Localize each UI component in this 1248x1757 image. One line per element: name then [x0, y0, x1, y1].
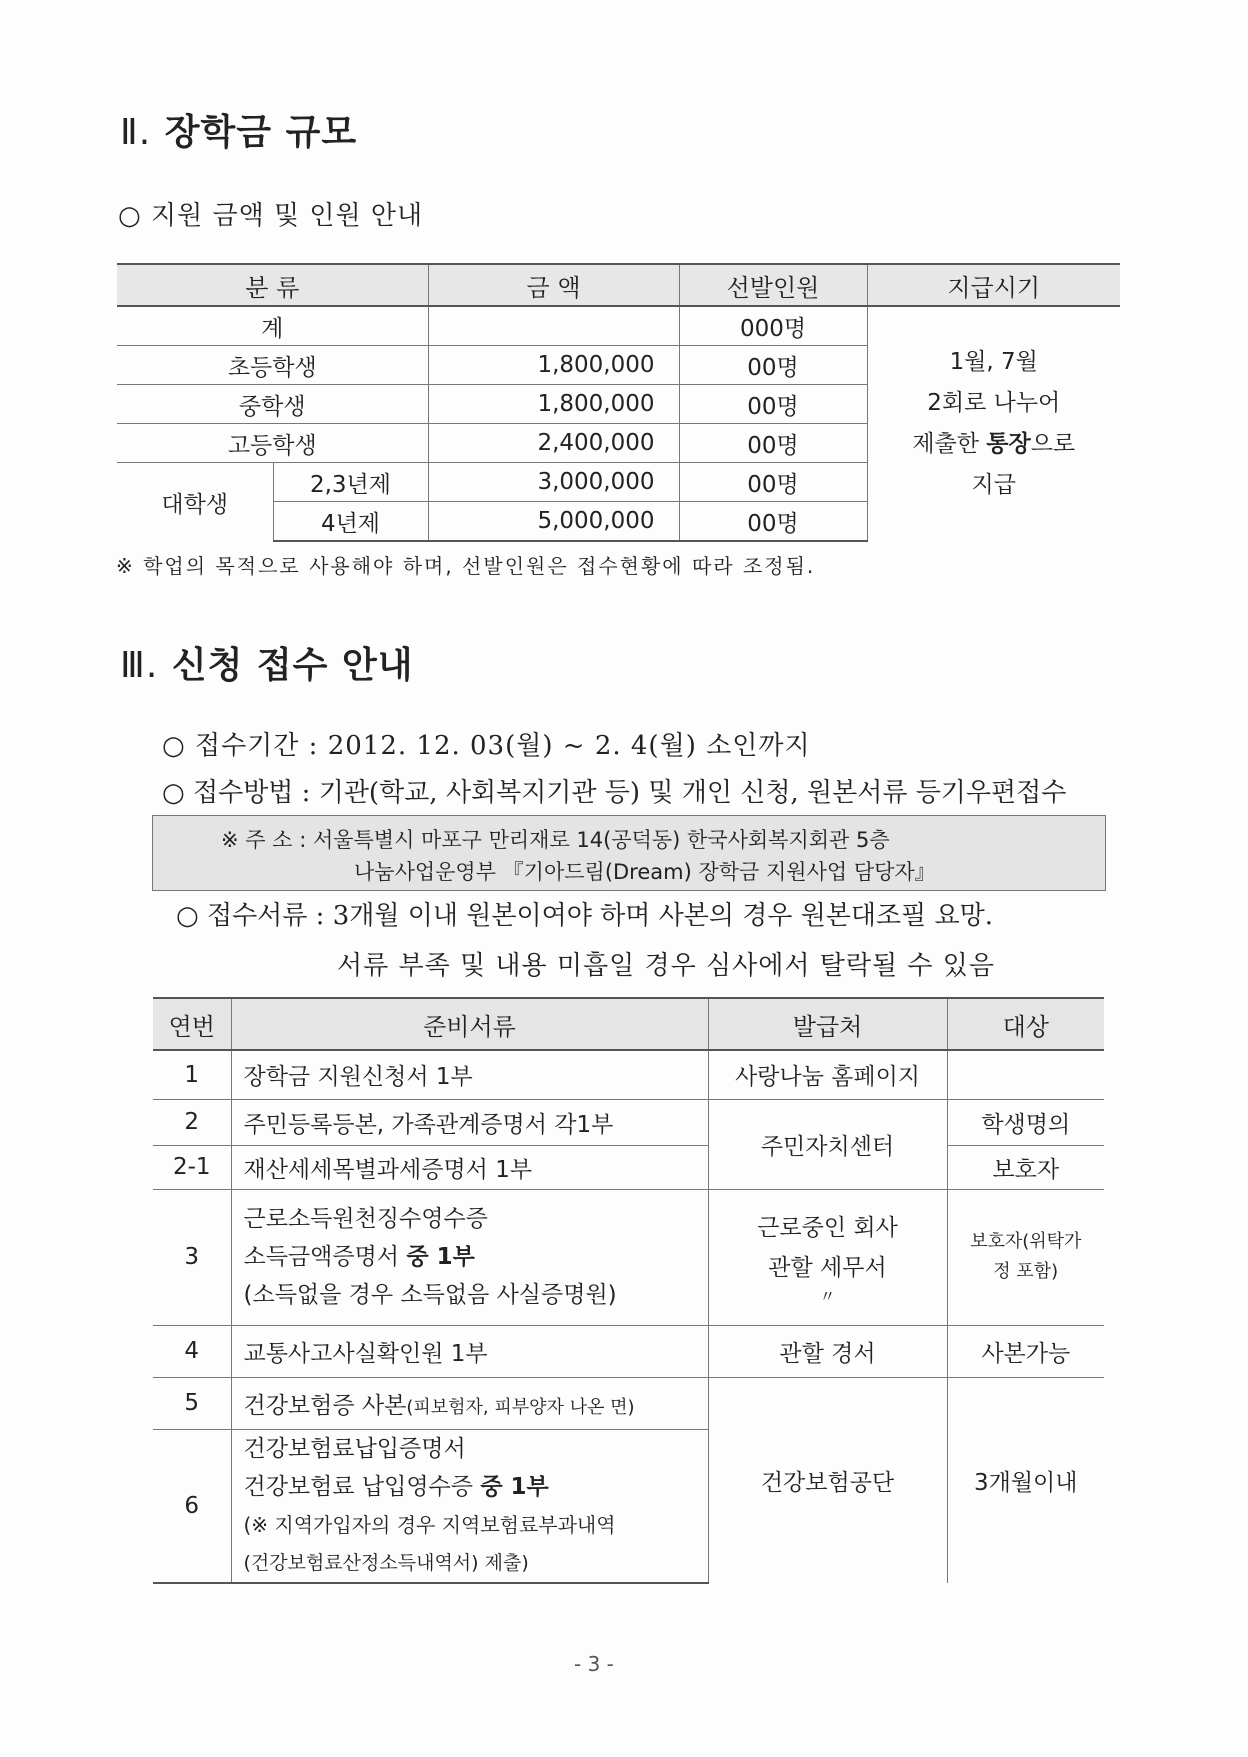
- cell-document: 장학금 지원신청서 1부: [231, 1050, 708, 1099]
- cell-amount: 2,400,000: [428, 424, 679, 463]
- cell-label: 중학생: [117, 385, 428, 424]
- cell-document: 재산세세목별과세증명서 1부: [231, 1145, 708, 1189]
- cell-issuer: 사랑나눔 홈페이지: [708, 1050, 947, 1099]
- header-category: 분 류: [117, 264, 428, 306]
- application-method: ○ 접수방법 : 기관(학교, 사회복지기관 등) 및 개인 신청, 원본서류 등기우편접수: [162, 778, 1067, 808]
- document-small: (피보험자, 피부양자 나온 면): [406, 1396, 635, 1418]
- timing-line: 2회로 나누어: [927, 390, 1061, 416]
- cell-no: 6: [153, 1429, 231, 1583]
- header-document: 준비서류: [231, 998, 708, 1050]
- issuer-line: 근로중인 회사: [757, 1215, 898, 1241]
- address-box: [152, 815, 1106, 891]
- cell-amount: 1,800,000: [428, 346, 679, 385]
- cell-document: [231, 1429, 708, 1583]
- document-line: [244, 1238, 708, 1276]
- cell-target: 3개월이내: [947, 1377, 1104, 1583]
- document-text: 소득금액증명서: [243, 1244, 407, 1270]
- timing-bold: 통장: [986, 431, 1031, 457]
- section-heading-2: [120, 104, 357, 155]
- required-documents: ○ 접수서류 : 3개월 이내 원본이여야 하며 사본의 경우 원본대조필 요망.: [176, 901, 994, 931]
- address-line: ※ 주 소 : 서울특별시 마포구 만리재로 14(공덕동) 한국사회복지회관 5층: [221, 828, 890, 852]
- header-count: 선발인원: [679, 264, 867, 306]
- page-number: - 3 -: [574, 1652, 614, 1676]
- table-row: [153, 1325, 1104, 1377]
- cell-amount: 3,000,000: [428, 463, 679, 502]
- issuer-line: 〃: [819, 1287, 836, 1306]
- cell-no: 2-1: [153, 1145, 231, 1189]
- document-bold: 중 1부: [406, 1244, 475, 1270]
- timing-text: 으로: [1030, 431, 1076, 457]
- cell-issuer: [708, 1189, 947, 1325]
- cell-issuer: 건강보험공단: [708, 1377, 947, 1583]
- cell-document: 주민등록등본, 가족관계증명서 각1부: [231, 1099, 708, 1145]
- cell-target: [947, 1189, 1104, 1325]
- required-documents-note: 서류 부족 및 내용 미흡일 경우 심사에서 탈락될 수 있음: [337, 951, 995, 981]
- header-timing: 지급시기: [867, 264, 1120, 306]
- cell-amount: 5,000,000: [428, 502, 679, 542]
- table-note: ※ 학업의 목적으로 사용해야 하며, 선발인원은 접수현황에 따라 조정됨.: [116, 554, 816, 578]
- cell-univ-label: 대학생: [117, 463, 273, 542]
- cell-no: 5: [153, 1377, 231, 1429]
- application-period: ○ 접수기간 : 2012. 12. 03(월) ~ 2. 4(월) 소인까지: [162, 731, 811, 761]
- cell-count: 00명: [679, 502, 867, 542]
- header-no: 연번: [153, 998, 231, 1050]
- cell-label: 2,3년제: [273, 463, 428, 502]
- section-number: Ⅲ.: [120, 645, 159, 686]
- cell-count: 000명: [679, 306, 867, 346]
- cell-target: 사본가능: [947, 1325, 1104, 1377]
- cell-no: 4: [153, 1325, 231, 1377]
- issuer-line: 관할 세무서: [768, 1255, 887, 1281]
- cell-label: 고등학생: [117, 424, 428, 463]
- table-row: [153, 1377, 1104, 1429]
- cell-document: [231, 1189, 708, 1325]
- document-line: [244, 1468, 708, 1506]
- cell-no: 2: [153, 1099, 231, 1145]
- subheading-amount: ○ 지원 금액 및 인원 안내: [118, 201, 424, 231]
- timing-text: 제출한: [912, 431, 987, 457]
- cell-label: 계: [117, 306, 428, 346]
- section-title: 장학금 규모: [164, 112, 358, 153]
- cell-count: 00명: [679, 385, 867, 424]
- cell-amount: 1,800,000: [428, 385, 679, 424]
- cell-count: 00명: [679, 463, 867, 502]
- scholarship-amount-table: [117, 263, 1120, 542]
- timing-line: [868, 424, 1121, 465]
- section-title: 신청 접수 안내: [171, 645, 414, 686]
- document-line: (건강보험료산정소득내역서) 제출): [243, 1551, 529, 1574]
- document-bold: 중 1부: [480, 1473, 549, 1500]
- timing-line: 1월, 7월: [949, 349, 1038, 375]
- cell-issuer: 주민자치센터: [708, 1099, 947, 1189]
- cell-target: 보호자: [947, 1145, 1104, 1189]
- table-row: [153, 1099, 1104, 1145]
- cell-count: 00명: [679, 346, 867, 385]
- section-number: Ⅱ.: [120, 112, 152, 153]
- cell-label: 초등학생: [117, 346, 428, 385]
- cell-label: 4년제: [273, 502, 428, 542]
- timing-line: 지급: [971, 472, 1016, 498]
- table-row: [153, 1050, 1104, 1099]
- table-row: [117, 306, 1120, 346]
- document-text: 건강보험료 납입영수증: [243, 1473, 481, 1500]
- header-issuer: 발급처: [708, 998, 947, 1050]
- document-line: 근로소득원천징수영수증: [243, 1206, 488, 1232]
- section-heading-3: [120, 637, 414, 688]
- timing-cell: [867, 306, 1120, 541]
- table-row: [153, 1145, 1104, 1189]
- document-line: 건강보험료납입증명서: [243, 1435, 466, 1462]
- cell-target: 학생명의: [947, 1099, 1104, 1145]
- table-row: [153, 1189, 1104, 1325]
- cell-no: 1: [153, 1050, 231, 1099]
- required-documents-table: [153, 997, 1104, 1584]
- target-line: 정 포함): [993, 1261, 1059, 1282]
- header-amount: 금 액: [428, 264, 679, 306]
- target-line: 보호자(위탁가: [970, 1231, 1082, 1252]
- document-text: 건강보험증 사본: [243, 1392, 407, 1419]
- document-line: (소득없을 경우 소득없음 사실증명원): [243, 1282, 617, 1308]
- cell-target: [947, 1050, 1104, 1099]
- cell-amount: [428, 306, 679, 346]
- cell-no: 3: [153, 1189, 231, 1325]
- cell-document: 교통사고사실확인원 1부: [231, 1325, 708, 1377]
- address-line: 나눔사업운영부 『기아드림(Dream) 장학금 지원사업 담당자』: [354, 860, 936, 884]
- header-target: 대상: [947, 998, 1104, 1050]
- cell-document: [231, 1377, 708, 1429]
- cell-issuer: 관할 경서: [708, 1325, 947, 1377]
- cell-count: 00명: [679, 424, 867, 463]
- document-line: (※ 지역가입자의 경우 지역보험료부과내역: [243, 1512, 616, 1537]
